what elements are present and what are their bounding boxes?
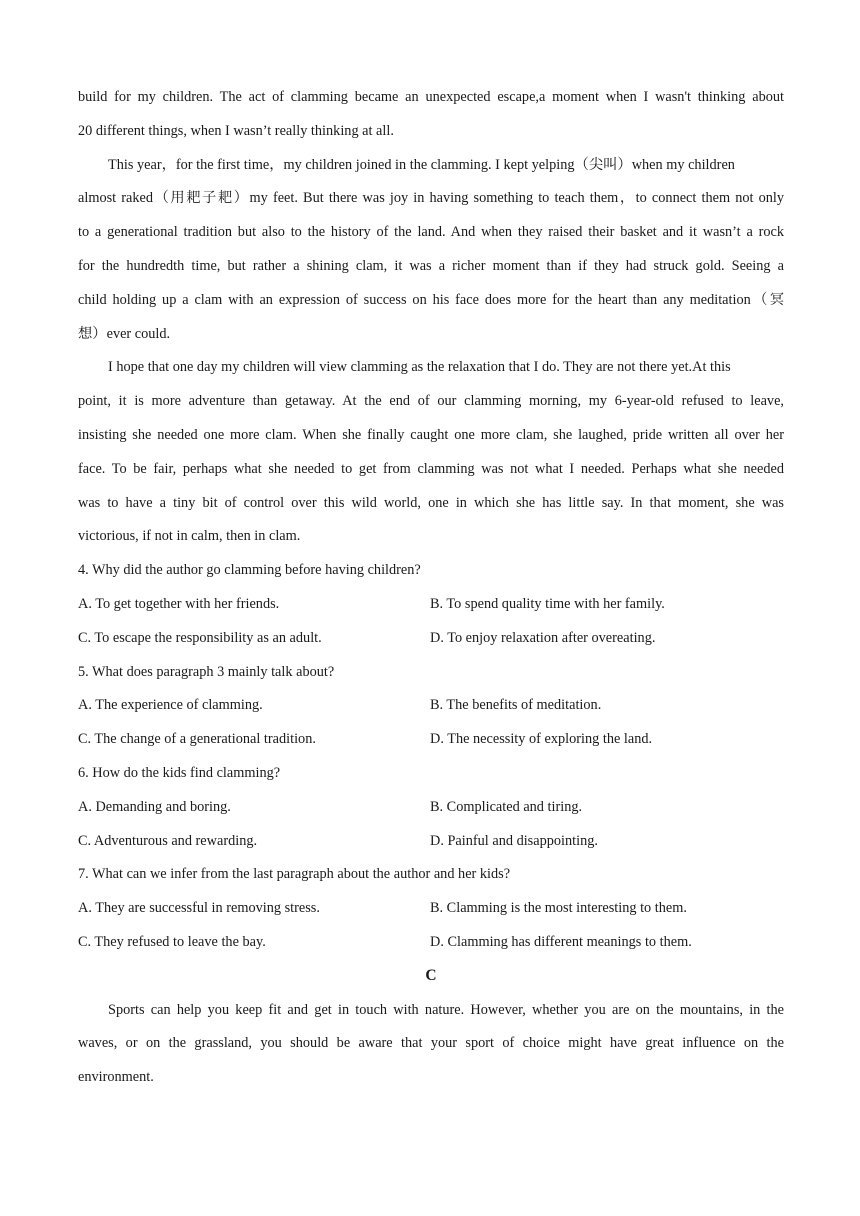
- text-line: build for my children. The act of clamming became an unexpected escape,a moment when I wasn't thinking about: [78, 89, 784, 105]
- option-b: B. Complicated and tiring.: [430, 798, 583, 815]
- option-row: [78, 726, 784, 760]
- option-d: D. The necessity of exploring the land.: [430, 731, 653, 748]
- text-line: insisting she needed one more clam. When she finally caught one more clam, she laughed, pride written all over her: [78, 426, 784, 443]
- option-row: [78, 828, 784, 862]
- option-d: D. Painful and disappointing.: [430, 832, 598, 849]
- paragraph-4: [78, 354, 784, 557]
- text-line: environment.: [78, 1069, 154, 1086]
- text-line: face. To be fair, perhaps what she needed to get from clamming was not what I needed. Perhaps what she needed: [78, 460, 784, 477]
- text-line: child holding up a clam with an expression of success on his face does more for the heart than any meditation（冥: [78, 291, 784, 308]
- option-row: [78, 591, 784, 625]
- option-row: [78, 929, 784, 963]
- text-line: to a generational tradition but also to the history of the land. And when they raised their basket and it wasn’t a rock: [78, 224, 784, 241]
- option-a: A. They are successful in removing stress.: [78, 900, 320, 917]
- text-line: for the hundredth time, but rather a shining clam, it was a richer moment than if they had struck gold. Seeing a: [78, 257, 784, 274]
- question-stem: 7. What can we infer from the last paragraph about the author and her kids?: [78, 866, 511, 883]
- option-c: C. Adventurous and rewarding.: [78, 832, 258, 849]
- text-line: almost raked（用耙子耙）my feet. But there was joy in having something to teach them，to connect them not only: [78, 190, 784, 207]
- passage-c-paragraph-1: [78, 997, 784, 1098]
- text-line: waves, or on the grassland, you should be aware that your sport of choice might have great influence on the: [78, 1035, 784, 1052]
- text-line: 20 different things, when I wasn’t really thinking at all.: [78, 122, 394, 139]
- option-row: [78, 794, 784, 828]
- paragraph-continuation: [78, 84, 784, 152]
- option-d: D. To enjoy relaxation after overeating.: [430, 629, 656, 646]
- question-stem: 5. What does paragraph 3 mainly talk about?: [78, 663, 335, 680]
- question-7: [78, 861, 784, 962]
- paragraph-3: [78, 152, 784, 355]
- text-line: victorious, if not in calm, then in clam.: [78, 528, 301, 545]
- option-b: B. The benefits of meditation.: [430, 697, 602, 714]
- option-row: [78, 895, 784, 929]
- section-heading: C: [425, 966, 437, 984]
- option-c: C. To escape the responsibility as an adult.: [78, 629, 322, 646]
- text-line: 想）ever could.: [78, 325, 171, 342]
- option-b: B. To spend quality time with her family.: [430, 595, 665, 612]
- question-6: [78, 760, 784, 861]
- option-d: D. Clamming has different meanings to them.: [430, 933, 692, 950]
- question-stem: 6. How do the kids find clamming?: [78, 764, 281, 781]
- option-row: [78, 692, 784, 726]
- option-c: C. The change of a generational tradition.: [78, 731, 316, 748]
- question-5: [78, 659, 784, 760]
- text-line: point, it is more adventure than getaway. At the end of our clamming morning, my 6-year-old refused to leave,: [78, 393, 784, 410]
- option-a: A. To get together with her friends.: [78, 595, 280, 612]
- option-a: A. The experience of clamming.: [78, 697, 263, 714]
- text-line: was to have a tiny bit of control over this wild world, one in which she has little say. In that moment, she was: [78, 494, 784, 511]
- option-b: B. Clamming is the most interesting to them.: [430, 900, 687, 917]
- option-row: [78, 625, 784, 659]
- question-4: [78, 557, 784, 658]
- text-line: Sports can help you keep fit and get in touch with nature. However, whether you are on the mountains, in the: [108, 1001, 784, 1018]
- document-page: [78, 84, 784, 1098]
- option-c: C. They refused to leave the bay.: [78, 933, 266, 950]
- text-line: I hope that one day my children will view clamming as the relaxation that I do. They are not there yet.At this: [108, 359, 731, 376]
- question-stem: 4. Why did the author go clamming before having children?: [78, 562, 421, 579]
- text-line: This year，for the first time，my children joined in the clamming. I kept yelping（尖叫）when my children: [108, 156, 735, 173]
- option-a: A. Demanding and boring.: [78, 798, 231, 815]
